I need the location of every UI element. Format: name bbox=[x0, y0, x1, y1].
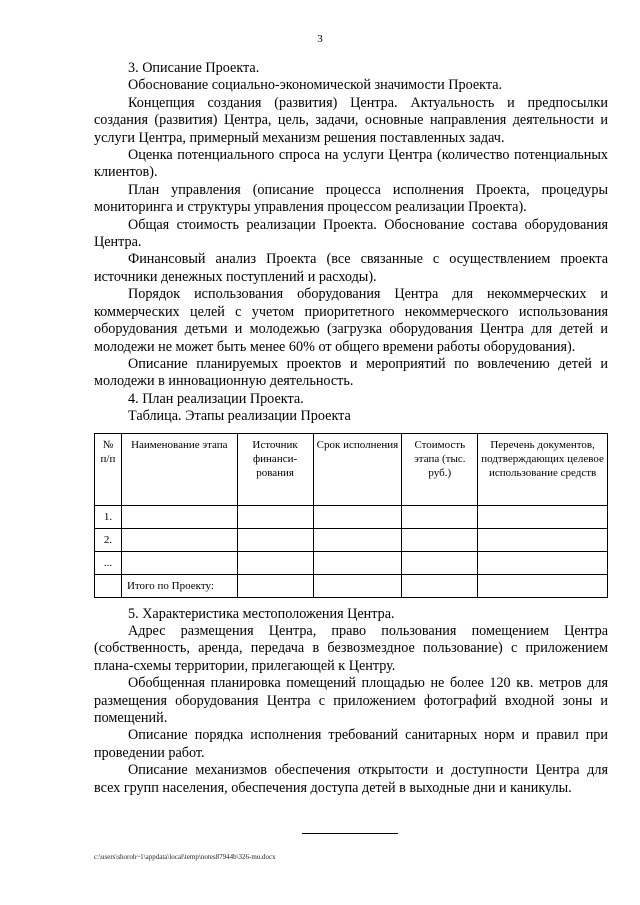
table-total-row bbox=[95, 574, 608, 597]
table-cell bbox=[402, 574, 478, 597]
paragraph: Концепция создания (развития) Центра. Актуальность и предпосылки создания (развития) Центра, цель, задачи, основные направления деятельности и услуги Центра, примерный механизм решения поставленных задач. bbox=[94, 94, 608, 146]
header-stage-name: Наименование этапа bbox=[121, 433, 237, 505]
table-row bbox=[95, 551, 608, 574]
paragraph: План управления (описание процесса исполнения Проекта, процедуры мониторинга и структуры управления процессом реализации Проекта). bbox=[94, 181, 608, 216]
table-cell bbox=[402, 528, 478, 551]
row-number: 1. bbox=[95, 505, 122, 528]
table-cell bbox=[313, 574, 402, 597]
section-4-heading: 4. План реализации Проекта. bbox=[128, 390, 304, 407]
paragraph: Описание механизмов обеспечения открытости и доступности Центра для всех групп населения, обеспечения доступа детей в выходные дни и каникулы. bbox=[94, 762, 608, 796]
paragraph: Описание планируемых проектов и мероприятий по вовлечению детей и молодежи в инновационную деятельность. bbox=[94, 355, 608, 390]
table-cell bbox=[313, 505, 402, 528]
footer-file-path: c:\users\shoroh~1\appdata\local\temp\notes87944b\326-mu.docx bbox=[94, 853, 276, 861]
total-label: Итого по Проекту: bbox=[121, 574, 237, 597]
table-cell bbox=[121, 551, 237, 574]
header-cost: Стоимость этапа (тыс. руб.) bbox=[402, 433, 478, 505]
table-caption: Таблица. Этапы реализации Проекта bbox=[128, 408, 351, 425]
footer-divider bbox=[302, 833, 398, 834]
table-cell bbox=[478, 551, 608, 574]
table-cell bbox=[237, 551, 313, 574]
paragraph: Порядок использования оборудования Центра для некоммерческих и коммерческих целей с учетом приоритетного некоммерческого использования оборудования детьми и молодежью (загрузка оборудования Центра для детей и молодежи не может быть менее 60% от общего времени работы оборудования). bbox=[94, 286, 608, 355]
paragraph: Общая стоимость реализации Проекта. Обоснование состава оборудования Центра. bbox=[94, 216, 608, 251]
document-body bbox=[94, 60, 608, 797]
header-documents: Перечень документов, подтверждающих целевое использование средств bbox=[478, 433, 608, 505]
stages-table bbox=[94, 433, 608, 598]
table-cell bbox=[313, 528, 402, 551]
table-row bbox=[95, 505, 608, 528]
paragraph: Финансовый анализ Проекта (все связанные с осуществлением проекта источники денежных поступлений и расходы). bbox=[94, 251, 608, 285]
table-cell bbox=[402, 551, 478, 574]
paragraph: Описание порядка исполнения требований санитарных норм и правил при проведении работ. bbox=[94, 727, 608, 761]
header-deadline: Срок исполнения bbox=[313, 433, 402, 505]
table-cell bbox=[121, 505, 237, 528]
section-3-heading: 3. Описание Проекта. bbox=[128, 60, 260, 76]
table-cell bbox=[478, 505, 608, 528]
table-cell bbox=[313, 551, 402, 574]
row-number: ... bbox=[95, 551, 122, 574]
paragraph: Адрес размещения Центра, право пользования помещением Центра (собственность, аренда, передача в безвозмездное пользование) с приложением плана-схемы территории, прилегающей к Центру. bbox=[94, 622, 608, 674]
table-cell bbox=[237, 574, 313, 597]
paragraph: Оценка потенциального спроса на услуги Центра (количество потенциальных клиентов). bbox=[94, 147, 608, 181]
section-5-heading: 5. Характеристика местоположения Центра. bbox=[128, 605, 395, 622]
table-cell bbox=[478, 528, 608, 551]
table-cell bbox=[402, 505, 478, 528]
header-number: № п/п bbox=[95, 433, 122, 505]
paragraph: Обоснование социально-экономической значимости Проекта. bbox=[128, 77, 503, 94]
header-funding-source: Источник финанси-рования bbox=[237, 433, 313, 505]
table-cell bbox=[237, 505, 313, 528]
page-number: 3 bbox=[317, 33, 323, 45]
table-cell bbox=[95, 574, 122, 597]
table-cell bbox=[121, 528, 237, 551]
table-row bbox=[95, 528, 608, 551]
row-number: 2. bbox=[95, 528, 122, 551]
paragraph: Обобщенная планировка помещений площадью не более 120 кв. метров для размещения оборудования Центра с приложением фотографий входной зоны и помещений. bbox=[94, 675, 608, 726]
table-cell bbox=[478, 574, 608, 597]
table-cell bbox=[237, 528, 313, 551]
table-header-row bbox=[95, 433, 608, 505]
